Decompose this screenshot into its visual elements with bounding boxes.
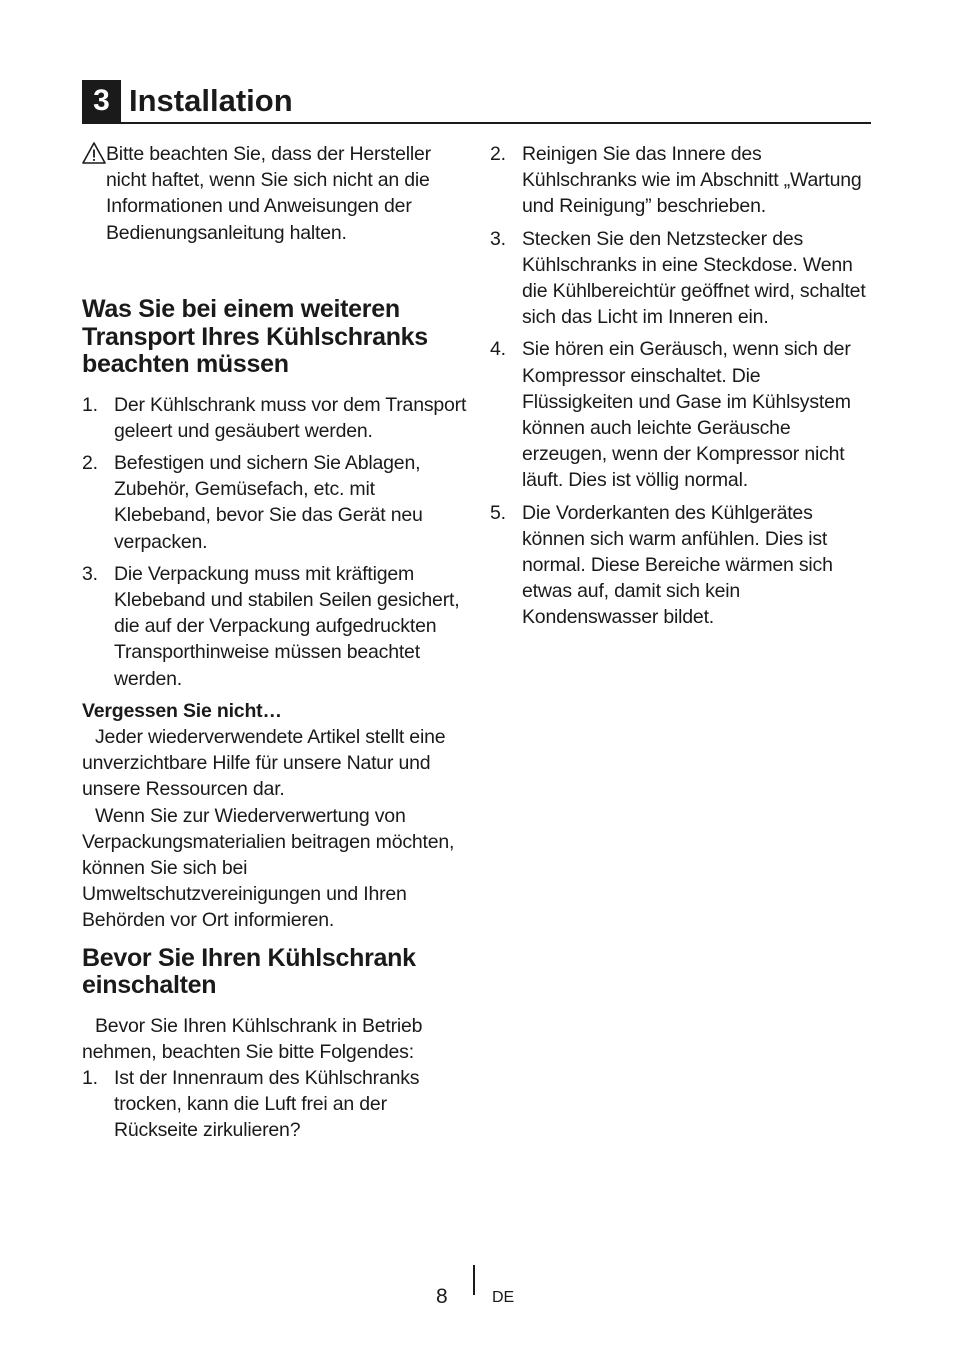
remember-heading: Vergessen Sie nicht…: [82, 699, 282, 722]
list-item: [82, 1065, 467, 1144]
left-column: [82, 141, 467, 1150]
before-heading: Bevor Sie Ihren Kühlschrank einschalten: [82, 943, 416, 1000]
list-number: 3.: [490, 227, 506, 250]
list-number: 2.: [82, 451, 98, 474]
list-item: [490, 500, 875, 631]
right-column: [490, 141, 875, 637]
language-code: DE: [492, 1289, 515, 1306]
list-item: [82, 561, 467, 692]
chapter-header: [82, 80, 871, 124]
before-list-part-1: [82, 1065, 467, 1144]
list-item: [490, 336, 875, 493]
list-number: 2.: [490, 143, 506, 165]
list-number: 4.: [490, 338, 506, 361]
remember-paragraph-1: Jeder wiederverwendete Artikel stellt eine unverzichtbare Hilfe für unsere Natur und unsere Ressourcen dar.: [82, 725, 446, 801]
list-text: Stecken Sie den Netzstecker des Kühlschranks in eine Steckdose. Wenn die Kühlbereichtür geöffnet wird, schaltet sich das Licht im Inneren ein.: [522, 227, 866, 329]
before-list-part-2: [490, 141, 875, 631]
remember-paragraph-2: Wenn Sie zur Wiederverwertung von Verpackungsmaterialien beitragen möchten, können Sie sich bei Umweltschutzvereinigungen und Ihren Behörden vor Ort informieren.: [82, 804, 455, 932]
chapter-title: Installation: [129, 83, 293, 118]
list-text: Ist der Innenraum des Kühlschranks trocken, kann die Luft frei an der Rückseite zirkulieren?: [114, 1066, 420, 1142]
list-text: Der Kühlschrank muss vor dem Transport geleert und gesäubert werden.: [114, 393, 467, 442]
list-item: [490, 226, 875, 331]
transport-heading: Was Sie bei einem weiteren Transport Ihres Kühlschranks beachten müssen: [82, 295, 428, 378]
warning-triangle-icon: [82, 141, 106, 165]
list-number: 1.: [82, 393, 98, 416]
list-number: 3.: [82, 562, 98, 585]
chapter-number: 3: [82, 80, 121, 122]
footer-divider: [473, 1265, 475, 1295]
page-number: 8: [436, 1285, 448, 1308]
warning-note: [82, 141, 467, 246]
list-text: Die Verpackung muss mit kräftigem Klebeband und stabilen Seilen gesichert, die auf der Verpackung aufgedruckten Transporthinweise müssen beachtet werden.: [114, 562, 460, 690]
list-item: [490, 141, 875, 220]
list-number: 5.: [490, 501, 506, 524]
list-text: Die Vorderkanten des Kühlgerätes können sich warm anfühlen. Dies ist normal. Diese Bereiche wärmen sich etwas auf, damit sich kein Kondenswasser bildet.: [522, 501, 833, 629]
list-number: 1.: [82, 1066, 98, 1089]
before-intro: Bevor Sie Ihren Kühlschrank in Betrieb nehmen, beachten Sie bitte Folgendes:: [82, 1014, 423, 1063]
list-item: [82, 450, 467, 555]
warning-text: Bitte beachten Sie, dass der Hersteller nicht haftet, wenn Sie sich nicht an die Informationen und Anweisungen der Bedienungsanleitung halten.: [106, 143, 431, 244]
list-text: Befestigen und sichern Sie Ablagen, Zubehör, Gemüsefach, etc. mit Klebeband, bevor Sie das Gerät neu verpacken.: [114, 451, 423, 553]
list-text: Reinigen Sie das Innere des Kühlschranks wie im Abschnitt „Wartung und Reinigung” beschrieben.: [522, 143, 862, 218]
list-item: [82, 392, 467, 444]
transport-list: [82, 392, 467, 692]
list-text: Sie hören ein Geräusch, wenn sich der Kompressor einschaltet. Die Flüssigkeiten und Gase im Kühlsystem können auch leichte Geräusche erzeugen, wenn der Kompressor nicht läuft. Dies ist völlig normal.: [522, 338, 851, 492]
